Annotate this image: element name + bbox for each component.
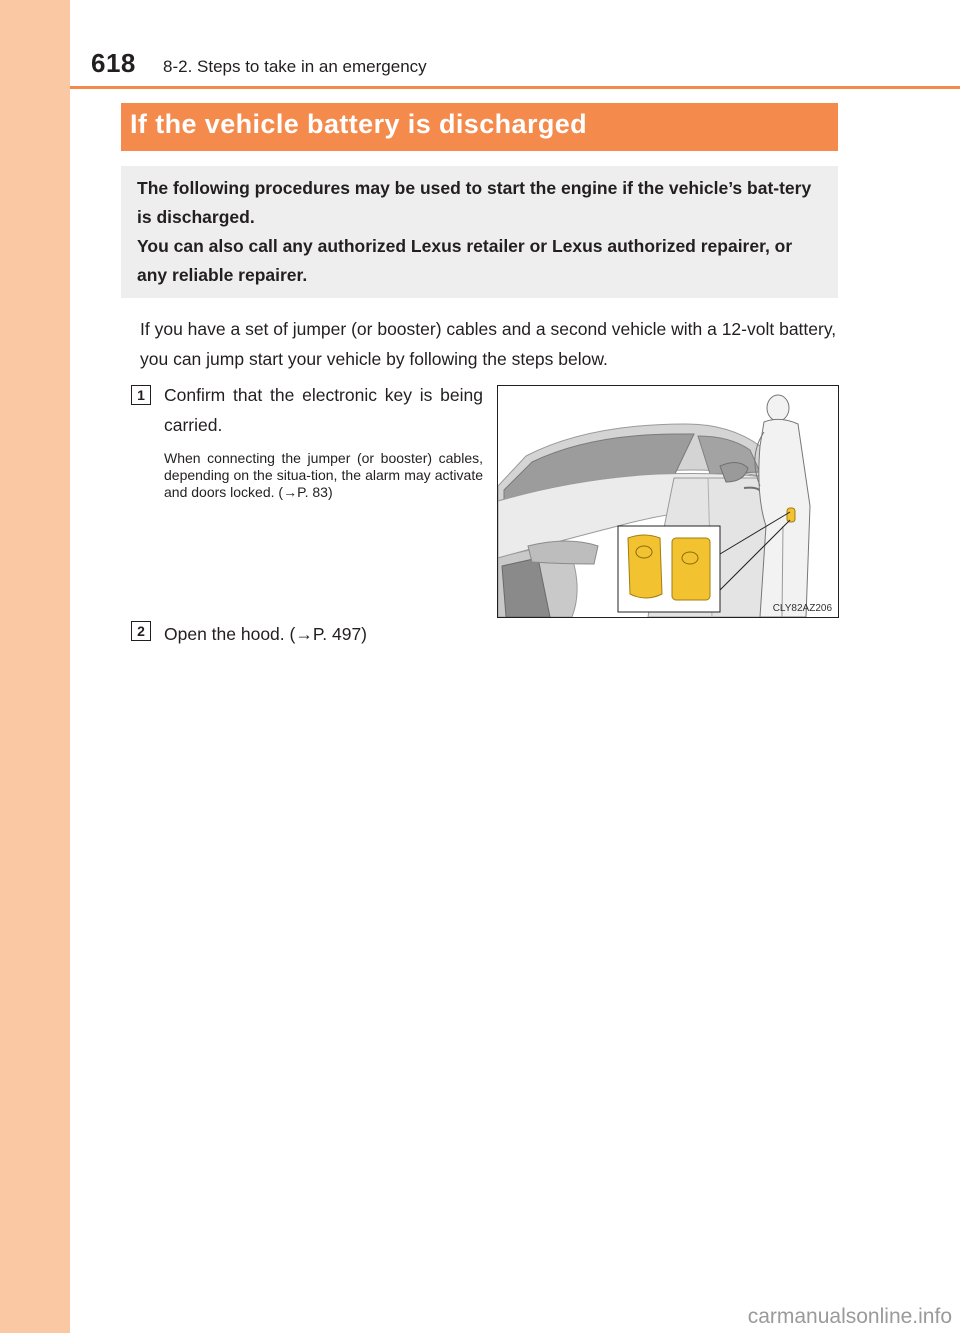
step-2-text: Open the hood. (→P. 497): [164, 624, 368, 644]
intro-box: [121, 166, 838, 298]
step-2-number: 2: [131, 621, 151, 641]
intro-text-1: The following procedures may be used to start the engine if the vehicle’s bat-tery is discharged.: [137, 178, 812, 227]
illustration-car-key: [497, 385, 839, 618]
site-watermark: carmanualsonline.info: [747, 1305, 952, 1328]
car-illustration: [498, 386, 838, 617]
figure-code: CLY82AZ206: [772, 603, 832, 614]
header-divider: [70, 86, 960, 89]
intro-text-2: You can also call any authorized Lexus retailer or Lexus authorized repairer, or any reliable repairer.: [137, 236, 793, 285]
step-1-text: Confirm that the electronic key is being carried.: [164, 385, 483, 435]
chapter-title: 8-2. Steps to take in an emergency: [163, 57, 427, 76]
section-title: If the vehicle battery is discharged: [121, 103, 838, 151]
step-1-note: When connecting the jumper (or booster) cables, depending on the situa-tion, the alarm may activate and doors locked. (→P. 83): [164, 450, 483, 500]
page-number: 618: [91, 48, 136, 78]
body-paragraph: If you have a set of jumper (or booster) cables and a second vehicle with a 12-volt battery, you can jump start your vehicle by following the steps below.: [140, 319, 837, 369]
side-margin-strip: [0, 0, 70, 1333]
step-1-number: 1: [131, 385, 151, 405]
